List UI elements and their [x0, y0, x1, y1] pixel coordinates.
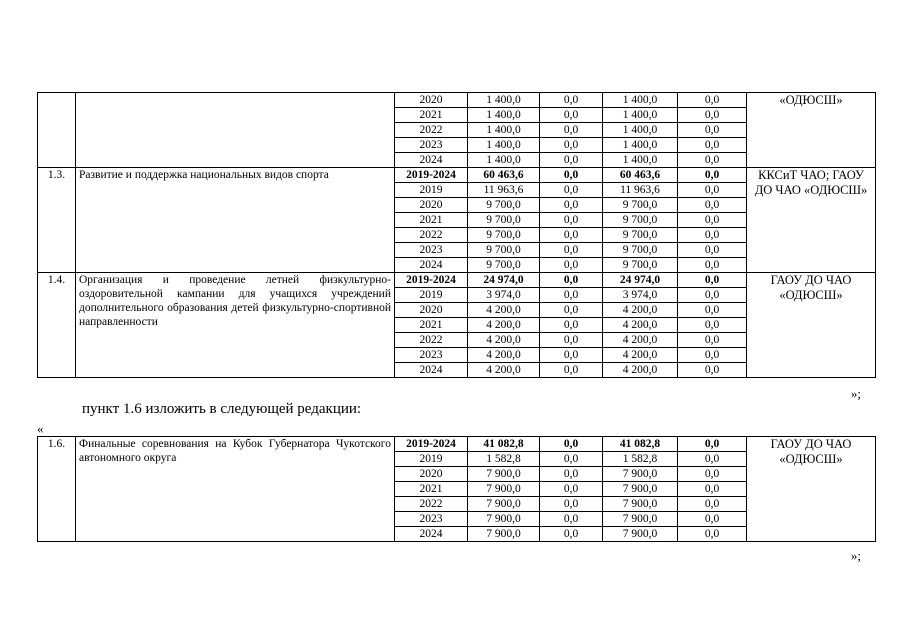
item-number: 1.4. — [38, 273, 76, 378]
table-row: 2020 1 400,0 0,0 1 400,0 0,0 «ОДЮСШ» — [38, 93, 876, 108]
item-description: Организация и проведение летней физкультурно-оздоровительной кампании для учащихся учреждений дополнительного образования детей физкультурно-спортивной направленности — [76, 273, 395, 378]
table-row: 2022 7 900,0 0,0 7 900,0 0,0 — [38, 497, 876, 512]
program-table-2 — [37, 436, 876, 542]
table-row: 2021 9 700,0 0,0 9 700,0 0,0 — [38, 213, 876, 228]
item-description: Развитие и поддержка национальных видов спорта — [76, 168, 395, 273]
table-row: 2019 1 582,8 0,0 1 582,8 0,0 — [38, 452, 876, 467]
table-row: 2021 1 400,0 0,0 1 400,0 0,0 — [38, 108, 876, 123]
table-row: 2021 7 900,0 0,0 7 900,0 0,0 — [38, 482, 876, 497]
table-row: 2024 4 200,0 0,0 4 200,0 0,0 — [38, 363, 876, 378]
table-row: 2023 7 900,0 0,0 7 900,0 0,0 — [38, 512, 876, 527]
table-row: 2020 4 200,0 0,0 4 200,0 0,0 — [38, 303, 876, 318]
responsible-cell: ГАОУ ДО ЧАО «ОДЮСШ» — [747, 437, 876, 542]
responsible-cell: ГАОУ ДО ЧАО «ОДЮСШ» — [747, 273, 876, 378]
table-row: 2022 4 200,0 0,0 4 200,0 0,0 — [38, 333, 876, 348]
program-table-1 — [37, 92, 876, 378]
table-row: 2024 7 900,0 0,0 7 900,0 0,0 — [38, 527, 876, 542]
responsible-cell: «ОДЮСШ» — [747, 93, 876, 168]
table-row: 2022 1 400,0 0,0 1 400,0 0,0 — [38, 123, 876, 138]
table-row: 1.3. Развитие и поддержка национальных видов спорта 2019-2024 60 463,6 0,0 60 463,6 0,0 ККСиТ ЧАО; ГАОУ ДО ЧАО «ОДЮСШ» — [38, 168, 876, 183]
table-row: 2024 1 400,0 0,0 1 400,0 0,0 — [38, 153, 876, 168]
table-row: 2023 9 700,0 0,0 9 700,0 0,0 — [38, 243, 876, 258]
item-description: Финальные соревнования на Кубок Губернатора Чукотского автономного округа — [76, 437, 395, 542]
closing-quote: »; — [850, 386, 861, 401]
table-row: 2019 3 974,0 0,0 3 974,0 0,0 — [38, 288, 876, 303]
amendment-paragraph: пункт 1.6 изложить в следующей редакции: — [82, 401, 362, 417]
item-number: 1.6. — [38, 437, 76, 542]
table-row: 1.6. Финальные соревнования на Кубок Губернатора Чукотского автономного округа 2019-2024 41 082,8 0,0 41 082,8 0,0 ГАОУ ДО ЧАО «ОДЮСШ» — [38, 437, 876, 452]
table-row: 2023 1 400,0 0,0 1 400,0 0,0 — [38, 138, 876, 153]
table-row: 2023 4 200,0 0,0 4 200,0 0,0 — [38, 348, 876, 363]
table-row: 2020 7 900,0 0,0 7 900,0 0,0 — [38, 467, 876, 482]
opening-quote: « — [37, 421, 44, 436]
table-row: 2021 4 200,0 0,0 4 200,0 0,0 — [38, 318, 876, 333]
table-row: 2024 9 700,0 0,0 9 700,0 0,0 — [38, 258, 876, 273]
closing-quote: »; — [850, 548, 861, 563]
responsible-cell: ККСиТ ЧАО; ГАОУ ДО ЧАО «ОДЮСШ» — [747, 168, 876, 273]
table-row: 2020 9 700,0 0,0 9 700,0 0,0 — [38, 198, 876, 213]
table-row: 2019 11 963,6 0,0 11 963,6 0,0 — [38, 183, 876, 198]
table-row: 1.4. Организация и проведение летней физкультурно-оздоровительной кампании для учащихся учреждений дополнительного образования детей физкультурно-спортивной направленности 2019-2024 24 974,0 0,0 24 974,0 0,0 ГАОУ ДО ЧАО «ОДЮСШ» — [38, 273, 876, 288]
item-number: 1.3. — [38, 168, 76, 273]
table-row: 2022 9 700,0 0,0 9 700,0 0,0 — [38, 228, 876, 243]
